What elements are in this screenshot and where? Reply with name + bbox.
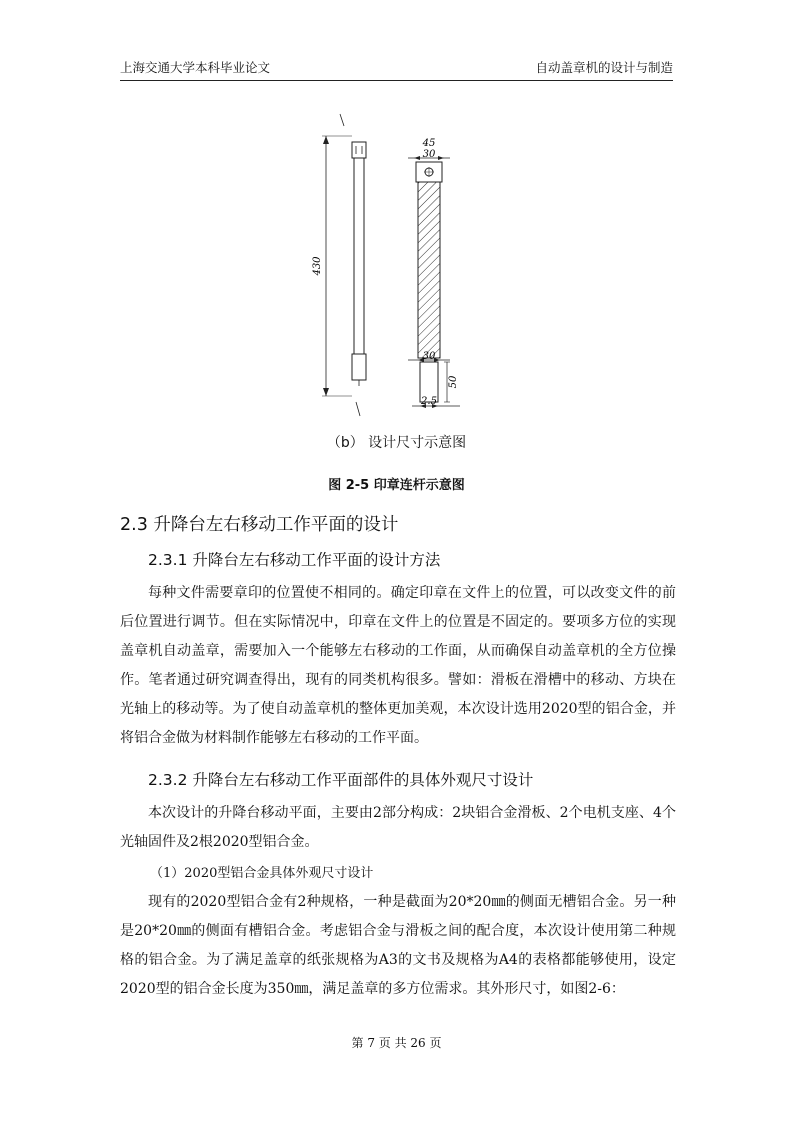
item-heading: （1）2020型铝合金具体外观尺寸设计 [150, 866, 374, 881]
subsection-title-2: 2.3.2 升降台左右移动工作平面部件的具体外观尺寸设计 [148, 771, 534, 789]
figure-sub-caption: （b） 设计尺寸示意图 [326, 435, 467, 451]
header-left: 上海交通大学本科毕业论文 [120, 60, 271, 75]
page-footer: 第 7 页 共 26 页 [351, 1036, 442, 1050]
subsection-title-1: 2.3.1 升降台左右移动工作平面的设计方法 [148, 551, 441, 569]
header-right: 自动盖章机的设计与制造 [535, 60, 673, 75]
rod-side-view [322, 114, 366, 416]
rod-section-view [408, 156, 460, 408]
dim-bottom-width-label: 30 [422, 351, 436, 362]
dim-bottom-small-label: 2.5 [421, 396, 437, 407]
figure-caption: 图 2-5 印章连杆示意图 [328, 478, 465, 493]
connecting-rod-drawing [300, 106, 500, 422]
section-title: 2.3 升降台左右移动工作平面的设计 [120, 515, 399, 535]
paragraph-3: 现有的2020型铝合金有2种规格，一种是截面为20*20㎜的侧面无槽铝合金。另一种是20*20㎜的侧面有槽铝合金。考虑铝合金与滑板之间的配合度，本次设计使用第二种规格的铝合金。为了满足盖章的纸张规格为A3的文书及规格为A4的表格都能够使用，设定2020型的铝合金长度为350㎜，满足盖章的多方位需求。其外形尺寸，如图2-6： [120, 894, 676, 997]
dim-inner-width-label: 30 [422, 149, 436, 160]
dim-top-width-label: 45 [422, 138, 436, 149]
dim-bottom-height-label: 50 [448, 375, 459, 389]
dim-length-label: 430 [312, 256, 323, 276]
page-header [120, 52, 673, 81]
paragraph-1: 每种文件需要章印的位置使不相同的。确定印章在文件上的位置，可以改变文件的前后位置进行调节。但在实际情况中，印章在文件上的位置是不固定的。要项多方位的实现盖章机自动盖章，需要加入一个能够左右移动的工作面，从而确保自动盖章机的全方位操作。笔者通过研究调查得出，现有的同类机构很多。譬如：滑板在滑槽中的移动、方块在光轴上的移动等。为了使自动盖章机的整体更加美观，本次设计选用2020型的铝合金，并将铝合金做为材料制作能够左右移动的工作平面。 [120, 585, 676, 746]
paragraph-2: 本次设计的升降台移动平面，主要由2部分构成：2块铝合金滑板、2个电机支座、4个光轴固件及2根2020型铝合金。 [120, 805, 676, 850]
